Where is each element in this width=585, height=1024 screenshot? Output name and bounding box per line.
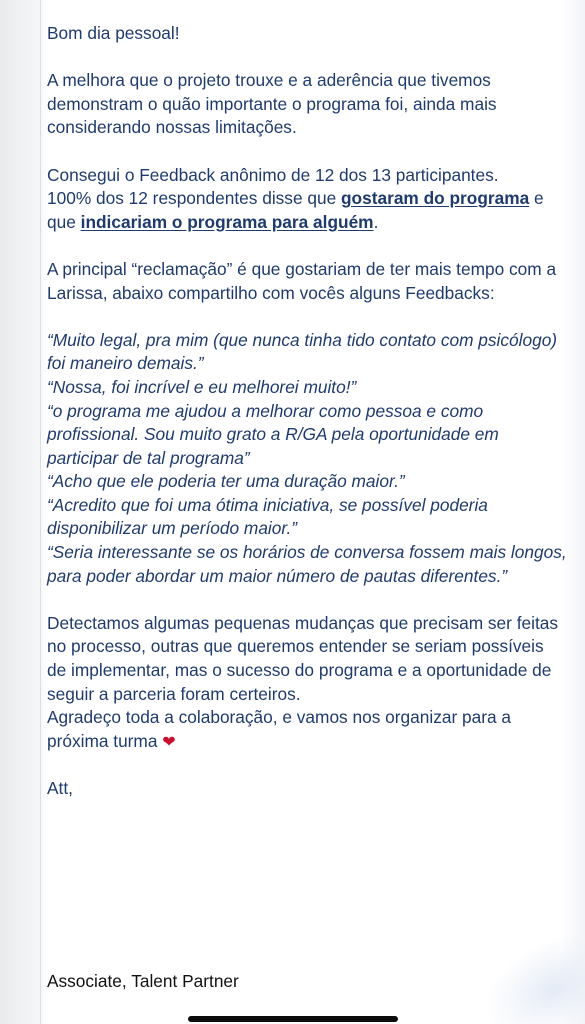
highlight-liked-program: gostaram do programa: [341, 188, 530, 209]
corner-reflection: [473, 919, 585, 1024]
closing: Att,: [47, 778, 73, 798]
feedback-quote: “Acho que ele poderia ter uma duração maior.”: [47, 471, 405, 492]
feedback-summary-mid: e que: [47, 188, 544, 232]
home-indicator[interactable]: [188, 1016, 398, 1022]
feedback-quote: “Nossa, foi incrível e eu melhorei muito!”: [47, 376, 357, 397]
feedback-summary: [47, 187, 567, 234]
email-body: [47, 22, 567, 801]
highlight-would-recommend: indicariam o programa para alguém: [80, 211, 374, 232]
thanks-text: Agradeço toda a colaboração, e vamos nos organizar para a próxima turma: [47, 707, 512, 751]
signature-title: Associate, Talent Partner: [47, 971, 239, 991]
feedback-summary-end: .: [373, 211, 379, 232]
heart-icon: ❤: [162, 731, 176, 751]
feedback-quote: “Acredito que foi uma ótima iniciativa, se possível poderia disponibilizar um período maior.”: [47, 494, 488, 539]
feedback-quote: “Muito legal, pra mim (que nunca tinha tido contato com psicólogo) foi maneiro demais.”: [47, 329, 558, 374]
feedback-quote: “o programa me ajudou a melhorar como pessoa e como profissional. Sou muito grato a R/GA pela oportunidade em participar de tal programa”: [47, 400, 499, 468]
paragraph-results: A melhora que o projeto trouxe e a aderência que tivemos demonstram o quão importante o programa foi, ainda mais considerando nossas limitações.: [47, 70, 497, 138]
paragraph-complaint: A principal “reclamação” é que gostariam de ter mais tempo com a Larissa, abaixo compartilho com vocês alguns Feedbacks:: [47, 258, 557, 303]
feedback-quote: “Seria interessante se os horários de conversa fossem mais longos, para poder abordar um maior número de pautas diferentes.”: [47, 542, 567, 586]
feedback-intro: Consegui o Feedback anônimo de 12 dos 13 participantes.: [47, 164, 499, 185]
paragraph-changes: Detectamos algumas pequenas mudanças que precisam ser feitas no processo, outras que queremos entender se seriam possíveis de implementar, mas o sucesso do programa e a oportunidade de seguir a parceria foram certeiros.: [47, 612, 559, 704]
thanks-line: [47, 706, 567, 753]
greeting: Bom dia pessoal!: [47, 23, 180, 43]
feedback-summary-start: 100% dos 12 respondentes disse que: [47, 188, 341, 209]
feedback-quotes: [47, 329, 567, 589]
left-border: [40, 0, 41, 1024]
